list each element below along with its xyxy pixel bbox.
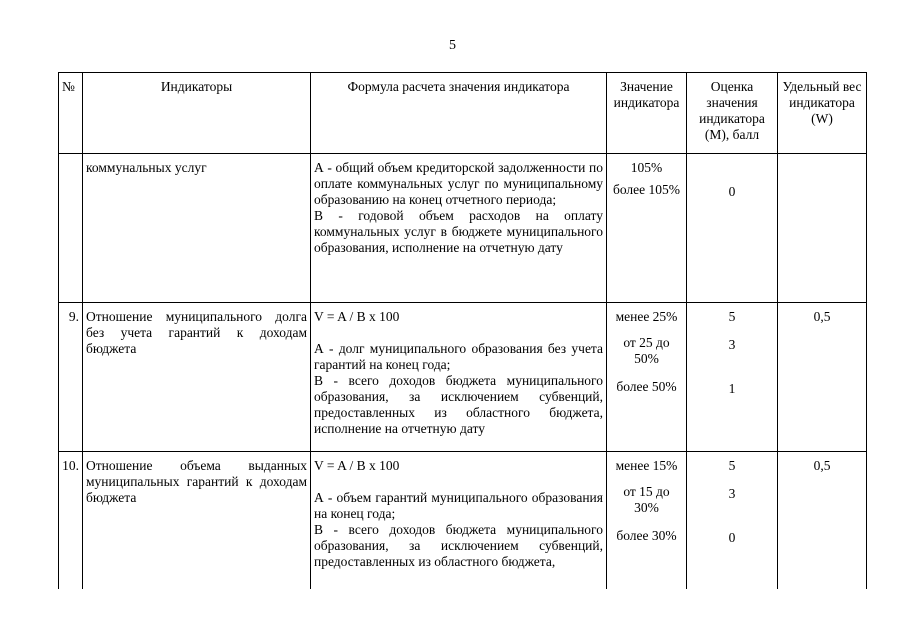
header-num: №	[59, 73, 83, 154]
header-score: Оценка значения индикатора (M), балл	[687, 73, 778, 154]
table-row	[59, 154, 867, 303]
value-cell	[607, 154, 687, 303]
indicator-text: Отношение объема выданных муниципальных гарантий к доходам бюджета	[86, 458, 307, 505]
header-formula: Формула расчета значения индикатора	[311, 73, 607, 154]
formula-cell	[311, 303, 607, 452]
table-row	[59, 303, 867, 452]
value-3: более 50%	[616, 379, 677, 394]
formula-a: А - долг муниципального образования без учета гарантий на конец года;	[314, 341, 603, 372]
page-bottom-margin	[0, 589, 905, 640]
value-2: более 105%	[612, 182, 681, 197]
table-row	[59, 452, 867, 592]
value-cell	[607, 452, 687, 592]
weight-cell	[778, 452, 867, 592]
formula-a: А - общий объем кредиторской задолженности по оплате коммунальных услуг по муниципальному образованию на конец отчетного периода;	[314, 160, 603, 207]
value-3: более 30%	[616, 528, 677, 543]
score-cell	[687, 303, 778, 452]
indicator-text: Отношение муниципального долга без учета гарантий к доходам бюджета	[86, 309, 307, 356]
indicator-cell	[83, 154, 311, 303]
formula-b: В - всего доходов бюджета муниципального образования, за исключением субвенций, предоставленных из областного бюджета,	[314, 522, 603, 569]
score-cell	[687, 452, 778, 592]
formula-cell	[311, 452, 607, 592]
value-2: от 15 до 30%	[623, 484, 670, 515]
value-cell	[607, 303, 687, 452]
value-1: менее 15%	[615, 458, 678, 473]
weight-value: 0,5	[813, 309, 831, 324]
score-2: 0	[728, 184, 736, 199]
row-number-cell: 10.	[59, 452, 83, 592]
value-1: менее 25%	[615, 309, 678, 324]
indicator-cell	[83, 303, 311, 452]
formula-equation: V = A / B x 100	[314, 458, 400, 473]
formula-a: А - объем гарантий муниципального образования на конец года;	[314, 490, 603, 521]
score-cell	[687, 154, 778, 303]
indicators-table	[58, 72, 867, 592]
header-indicators: Индикаторы	[83, 73, 311, 154]
formula-b: В - всего доходов бюджета муниципального образования, за исключением субвенций, предоставленных из областного бюджета, исполнение на отчетную дату	[314, 373, 603, 436]
value-1: 105%	[630, 160, 663, 175]
row-number-cell: 9.	[59, 303, 83, 452]
value-2: от 25 до 50%	[623, 335, 670, 366]
page-number: 5	[449, 38, 456, 53]
formula-b: В - годовой объем расходов на оплату коммунальных услуг в бюджете муниципального образования, исполнение на отчетную дату	[314, 208, 603, 255]
indicator-cell	[83, 452, 311, 592]
weight-cell	[778, 154, 867, 303]
score-2: 3	[728, 486, 736, 501]
score-3: 1	[728, 381, 736, 396]
weight-value: 0,5	[813, 458, 831, 473]
formula-cell	[311, 154, 607, 303]
score-1: 5	[728, 458, 736, 473]
header-weight: Удельный вес индикатора (W)	[778, 73, 867, 154]
weight-cell	[778, 303, 867, 452]
indicator-text: коммунальных услуг	[86, 160, 207, 175]
score-2: 3	[728, 337, 736, 352]
formula-equation: V = A / B x 100	[314, 309, 400, 324]
row-number-cell	[59, 154, 83, 303]
table-header-row	[59, 73, 867, 154]
header-value: Значение индикатора	[607, 73, 687, 154]
score-1: 5	[728, 309, 736, 324]
score-3: 0	[728, 530, 736, 545]
